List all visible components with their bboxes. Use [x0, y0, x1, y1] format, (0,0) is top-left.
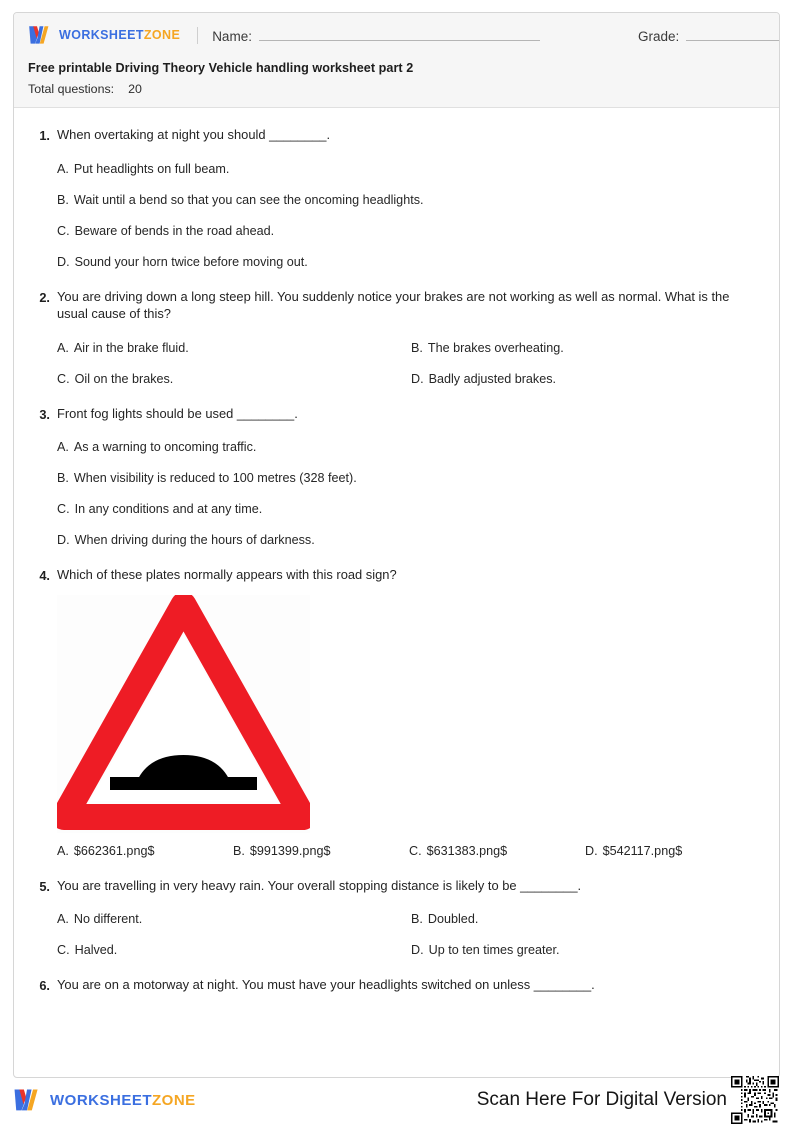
option-item[interactable]: [233, 843, 405, 860]
page-footer: [13, 1078, 780, 1122]
option-item[interactable]: [57, 456, 757, 487]
grade-input-line[interactable]: [686, 27, 780, 41]
option-list: [57, 425, 757, 549]
header-divider: [197, 27, 198, 44]
option-text: No different.: [73, 912, 143, 926]
option-item[interactable]: [411, 928, 757, 959]
header-top-row: [28, 22, 765, 48]
option-item[interactable]: [57, 425, 757, 456]
question-text: Which of these plates normally appears with this road sign?: [57, 567, 397, 582]
brand-name-worksheet: WORKSHEET: [50, 1091, 152, 1109]
name-label: Name:: [212, 28, 252, 44]
question-number: 2.: [39, 289, 50, 305]
road-hump-warning-sign-image: [57, 595, 310, 833]
question-number: 4.: [39, 568, 50, 583]
option-letter: D.: [585, 843, 598, 858]
question-text: You are driving down a long steep hill. You suddenly notice your brakes are not working as well as normal. What is the usual cause of this?: [57, 288, 730, 321]
scan-here-text: Scan Here For Digital Version: [476, 1089, 727, 1110]
question-number: 3.: [39, 406, 50, 422]
option-letter: A.: [57, 440, 69, 454]
option-item[interactable]: [57, 178, 757, 209]
option-letter: B.: [411, 912, 423, 926]
qr-code[interactable]: [731, 1076, 779, 1124]
grade-field-group: [638, 27, 780, 44]
name-field-group: [212, 27, 540, 44]
option-text: Air in the brake fluid.: [73, 340, 189, 355]
total-questions-row: [28, 82, 765, 96]
option-text: In any conditions and at any time.: [74, 502, 263, 516]
option-letter: A.: [57, 912, 69, 926]
question-content: [57, 405, 757, 550]
brand-logo-text: [59, 28, 180, 42]
total-questions-label: Total questions:: [28, 82, 115, 96]
option-letter: B.: [57, 471, 69, 485]
question-item: [36, 566, 757, 860]
question-content: [57, 976, 757, 994]
option-item[interactable]: [409, 843, 581, 860]
brand-logo-footer: [13, 1088, 196, 1112]
option-item[interactable]: [57, 209, 757, 240]
option-item[interactable]: [57, 326, 403, 357]
total-questions-value: 20: [128, 82, 142, 96]
question-number: 5.: [39, 878, 50, 894]
option-item[interactable]: [57, 240, 757, 271]
option-text: Doubled.: [427, 912, 479, 926]
option-item[interactable]: [57, 357, 403, 388]
option-text: $662361.png$: [73, 843, 155, 858]
question-text: When overtaking at night you should ________.: [57, 127, 331, 142]
question-item: [36, 126, 757, 271]
option-item[interactable]: [57, 928, 403, 959]
worksheet-zone-logo-icon: [13, 1088, 42, 1112]
option-text: Sound your horn twice before moving out.: [74, 254, 308, 269]
question-text: Front fog lights should be used ________.: [57, 405, 298, 421]
option-text: Beware of bends in the road ahead.: [74, 223, 275, 238]
option-letter: B.: [411, 340, 423, 355]
question-content: [57, 126, 757, 271]
option-letter: D.: [411, 943, 424, 957]
option-letter: A.: [57, 340, 69, 355]
grade-label: Grade:: [637, 28, 680, 44]
option-text: Oil on the brakes.: [74, 371, 174, 386]
option-text: $631383.png$: [426, 843, 508, 858]
brand-name-zone: ZONE: [152, 1091, 196, 1109]
option-list: [57, 897, 757, 959]
option-item[interactable]: [57, 897, 403, 928]
question-content: [57, 288, 757, 388]
option-letter: C.: [409, 843, 422, 858]
option-letter: C.: [57, 223, 70, 238]
option-item[interactable]: [585, 843, 757, 860]
option-item[interactable]: [57, 518, 757, 549]
question-item: [36, 976, 757, 994]
option-letter: D.: [57, 254, 70, 269]
worksheet-zone-logo-icon: [28, 25, 52, 45]
option-text: As a warning to oncoming traffic.: [73, 440, 257, 454]
brand-name-zone: ZONE: [143, 28, 181, 42]
question-text: You are on a motorway at night. You must have your headlights switched on unless ________.: [57, 977, 595, 992]
option-item[interactable]: [411, 326, 757, 357]
worksheet-card: [13, 12, 780, 1078]
option-letter: D.: [411, 371, 424, 386]
name-input-line[interactable]: [259, 27, 540, 41]
option-list: [57, 147, 757, 271]
question-number: 1.: [39, 128, 50, 143]
option-letter: D.: [57, 533, 70, 547]
option-text: When visibility is reduced to 100 metres (328 feet).: [73, 471, 357, 485]
option-text: Up to ten times greater.: [428, 943, 560, 957]
brand-logo-header: [28, 25, 180, 45]
option-text: $542117.png$: [602, 843, 683, 858]
worksheet-title: Free printable Driving Theory Vehicle handling worksheet part 2: [28, 61, 414, 75]
option-letter: C.: [57, 371, 70, 386]
question-number: 6.: [39, 978, 50, 993]
worksheet-header: [14, 13, 779, 108]
option-letter: C.: [57, 943, 70, 957]
option-text: Halved.: [74, 943, 118, 957]
option-text: When driving during the hours of darkness.: [74, 533, 315, 547]
brand-name-worksheet: WORKSHEET: [59, 28, 144, 42]
option-item[interactable]: [411, 357, 757, 388]
brand-logo-text: [50, 1092, 196, 1109]
option-letter: B.: [233, 843, 245, 858]
option-item[interactable]: [57, 147, 757, 178]
question-item: [36, 877, 757, 960]
option-text: Wait until a bend so that you can see the oncoming headlights.: [73, 192, 424, 207]
question-item: [36, 405, 757, 550]
option-letter: A.: [57, 161, 69, 176]
option-text: Badly adjusted brakes.: [428, 371, 557, 386]
question-text: You are travelling in very heavy rain. Your overall stopping distance is likely to be ________.: [57, 877, 582, 893]
option-text: $991399.png$: [249, 843, 331, 858]
question-content: [57, 566, 757, 860]
question-content: [57, 877, 757, 960]
option-list: [57, 843, 757, 860]
option-item[interactable]: [411, 897, 757, 928]
option-list: [57, 326, 757, 388]
questions-list: [14, 108, 779, 1077]
option-letter: C.: [57, 502, 70, 516]
option-item[interactable]: [57, 843, 229, 860]
option-text: The brakes overheating.: [427, 340, 564, 355]
option-letter: B.: [57, 192, 69, 207]
option-item[interactable]: [57, 487, 757, 518]
question-item: [36, 288, 757, 388]
footer-scan-group: [477, 1076, 779, 1124]
option-text: Put headlights on full beam.: [73, 161, 230, 176]
option-letter: A.: [57, 843, 69, 858]
